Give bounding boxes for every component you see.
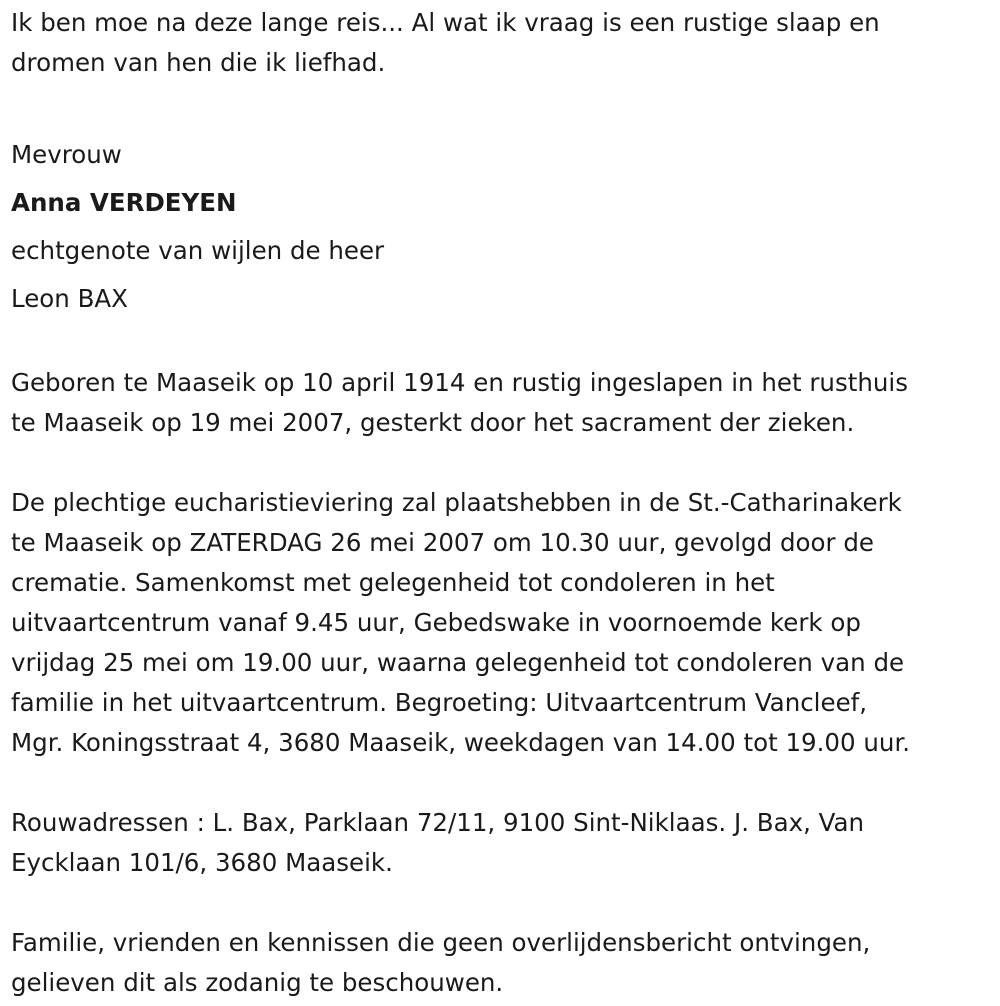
ceremony-line: familie in het uitvaartcentrum. Begroeting: Uitvaartcentrum Vancleef, [11, 688, 868, 717]
ceremony-paragraph [11, 483, 996, 763]
ceremony-line: Mgr. Koningsstraat 4, 3680 Maaseik, weekdagen van 14.00 tot 19.00 uur. [11, 728, 911, 757]
obituary-notice [11, 3, 996, 1003]
closing-paragraph [11, 923, 996, 1003]
closing-line: Familie, vrienden en kennissen die geen overlijdensbericht ontvingen, [11, 928, 871, 957]
epitaph-line: Ik ben moe na deze lange reis... Al wat ik vraag is een rustige slaap en [11, 8, 880, 37]
addresses-line: Rouwadressen : L. Bax, Parklaan 72/11, 9100 Sint-Niklaas. J. Bax, Van [11, 808, 865, 837]
deceased-name: Anna VERDEYEN [11, 188, 237, 217]
birth-death-paragraph [11, 363, 996, 443]
ceremony-line: uitvaartcentrum vanaf 9.45 uur, Gebedswake in voornoemde kerk op [11, 608, 861, 637]
ceremony-line: crematie. Samenkomst met gelegenheid tot condoleren in het [11, 568, 775, 597]
addresses-paragraph [11, 803, 996, 883]
spouse-name: Leon BAX [11, 284, 128, 313]
ceremony-line: vrijdag 25 mei om 19.00 uur, waarna gelegenheid tot condoleren van de [11, 648, 905, 677]
closing-line: gelieven dit als zodanig te beschouwen. [11, 968, 504, 997]
birth-death-line: Geboren te Maaseik op 10 april 1914 en rustig ingeslapen in het rusthuis [11, 368, 908, 397]
deceased-block [11, 131, 996, 323]
addresses-line: Eycklaan 101/6, 3680 Maaseik. [11, 848, 393, 877]
epitaph-paragraph [11, 3, 996, 83]
relation-text: echtgenote van wijlen de heer [11, 236, 385, 265]
ceremony-line: te Maaseik op ZATERDAG 26 mei 2007 om 10.30 uur, gevolgd door de [11, 528, 874, 557]
epitaph-line: dromen van hen die ik liefhad. [11, 48, 386, 77]
ceremony-line: De plechtige eucharistieviering zal plaatshebben in de St.-Catharinakerk [11, 488, 902, 517]
salutation: Mevrouw [11, 140, 122, 169]
birth-death-line: te Maaseik op 19 mei 2007, gesterkt door het sacrament der zieken. [11, 408, 855, 437]
